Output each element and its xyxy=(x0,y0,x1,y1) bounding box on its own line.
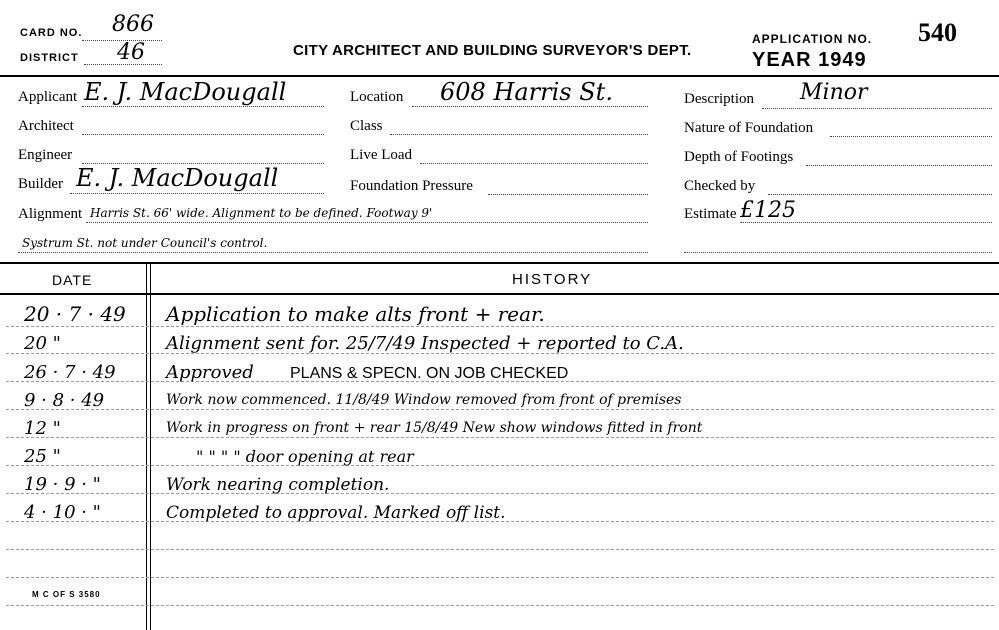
location-label: Location xyxy=(350,89,404,105)
alignment-label: Alignment xyxy=(18,206,83,222)
card-no-value: 866 xyxy=(112,12,154,37)
depth-of-footings-label: Depth of Footings xyxy=(684,149,794,165)
history-date: 20 · 7 · 49 xyxy=(24,302,126,326)
class-label: Class xyxy=(350,118,383,134)
district-value: 46 xyxy=(117,40,145,65)
checked-by-label: Checked by xyxy=(684,178,756,194)
history-date: 25 " xyxy=(24,446,61,467)
estimate-value: £125 xyxy=(740,198,796,223)
application-label: APPLICATION NO. xyxy=(752,32,873,46)
history-entry: " " " " door opening at rear xyxy=(196,447,414,466)
history-date: 9 · 8 · 49 xyxy=(24,390,105,411)
card-no-label: CARD NO. xyxy=(20,27,83,39)
history-entry: Alignment sent for. 25/7/49 Inspected + reported to C.A. xyxy=(166,333,684,354)
applicant-label: Applicant xyxy=(18,89,78,105)
architect-label: Architect xyxy=(18,118,74,134)
date-column-header: DATE xyxy=(52,272,93,288)
district-label: DISTRICT xyxy=(20,52,79,64)
history-date: 4 · 10 · " xyxy=(24,502,101,523)
history-entry: Work nearing completion. xyxy=(166,475,390,495)
history-entry: Completed to approval. Marked off list. xyxy=(166,503,506,523)
foundation-pressure-label: Foundation Pressure xyxy=(350,178,473,194)
alignment-value: Harris St. 66' wide. Alignment to be defined. Footway 9' xyxy=(90,206,433,220)
header-rule xyxy=(0,75,999,77)
history-entry: Approved xyxy=(166,362,254,383)
history-entry: Application to make alts front + rear. xyxy=(166,302,545,326)
year: YEAR 1949 xyxy=(752,49,867,71)
history-entry: Work in progress on front + rear 15/8/49 New show windows fitted in front xyxy=(166,420,703,436)
applicant-value: E. J. MacDougall xyxy=(84,78,287,106)
form-code: M C OF S 3580 xyxy=(32,590,101,599)
location-value: 608 Harris St. xyxy=(440,78,613,106)
live-load-label: Live Load xyxy=(350,147,413,163)
nature-of-foundation-label: Nature of Foundation xyxy=(684,120,814,136)
history-entry: Work now commenced. 11/8/49 Window removed from front of premises xyxy=(166,392,682,408)
history-date: 26 · 7 · 49 xyxy=(24,362,116,383)
engineer-label: Engineer xyxy=(18,147,73,163)
history-date: 20 " xyxy=(24,333,61,354)
department-title: CITY ARCHITECT AND BUILDING SURVEYOR'S DEPT. xyxy=(293,42,692,59)
description-value: Minor xyxy=(800,80,868,105)
history-date: 19 · 9 · " xyxy=(24,474,101,495)
application-number: 540 xyxy=(918,18,957,47)
date-column-divider xyxy=(146,264,147,630)
history-date: 12 " xyxy=(24,418,61,439)
description-label: Description xyxy=(684,91,754,107)
stamp-plans-checked: PLANS & SPECN. ON JOB CHECKED xyxy=(290,365,569,382)
date-column-divider-inner xyxy=(150,264,151,630)
history-column-header: HISTORY xyxy=(512,271,593,288)
alignment-value-continued: Systrum St. not under Council's control. xyxy=(22,236,268,250)
estimate-label: Estimate xyxy=(684,206,737,222)
builder-label: Builder xyxy=(18,176,63,192)
builder-value: E. J. MacDougall xyxy=(76,164,279,192)
